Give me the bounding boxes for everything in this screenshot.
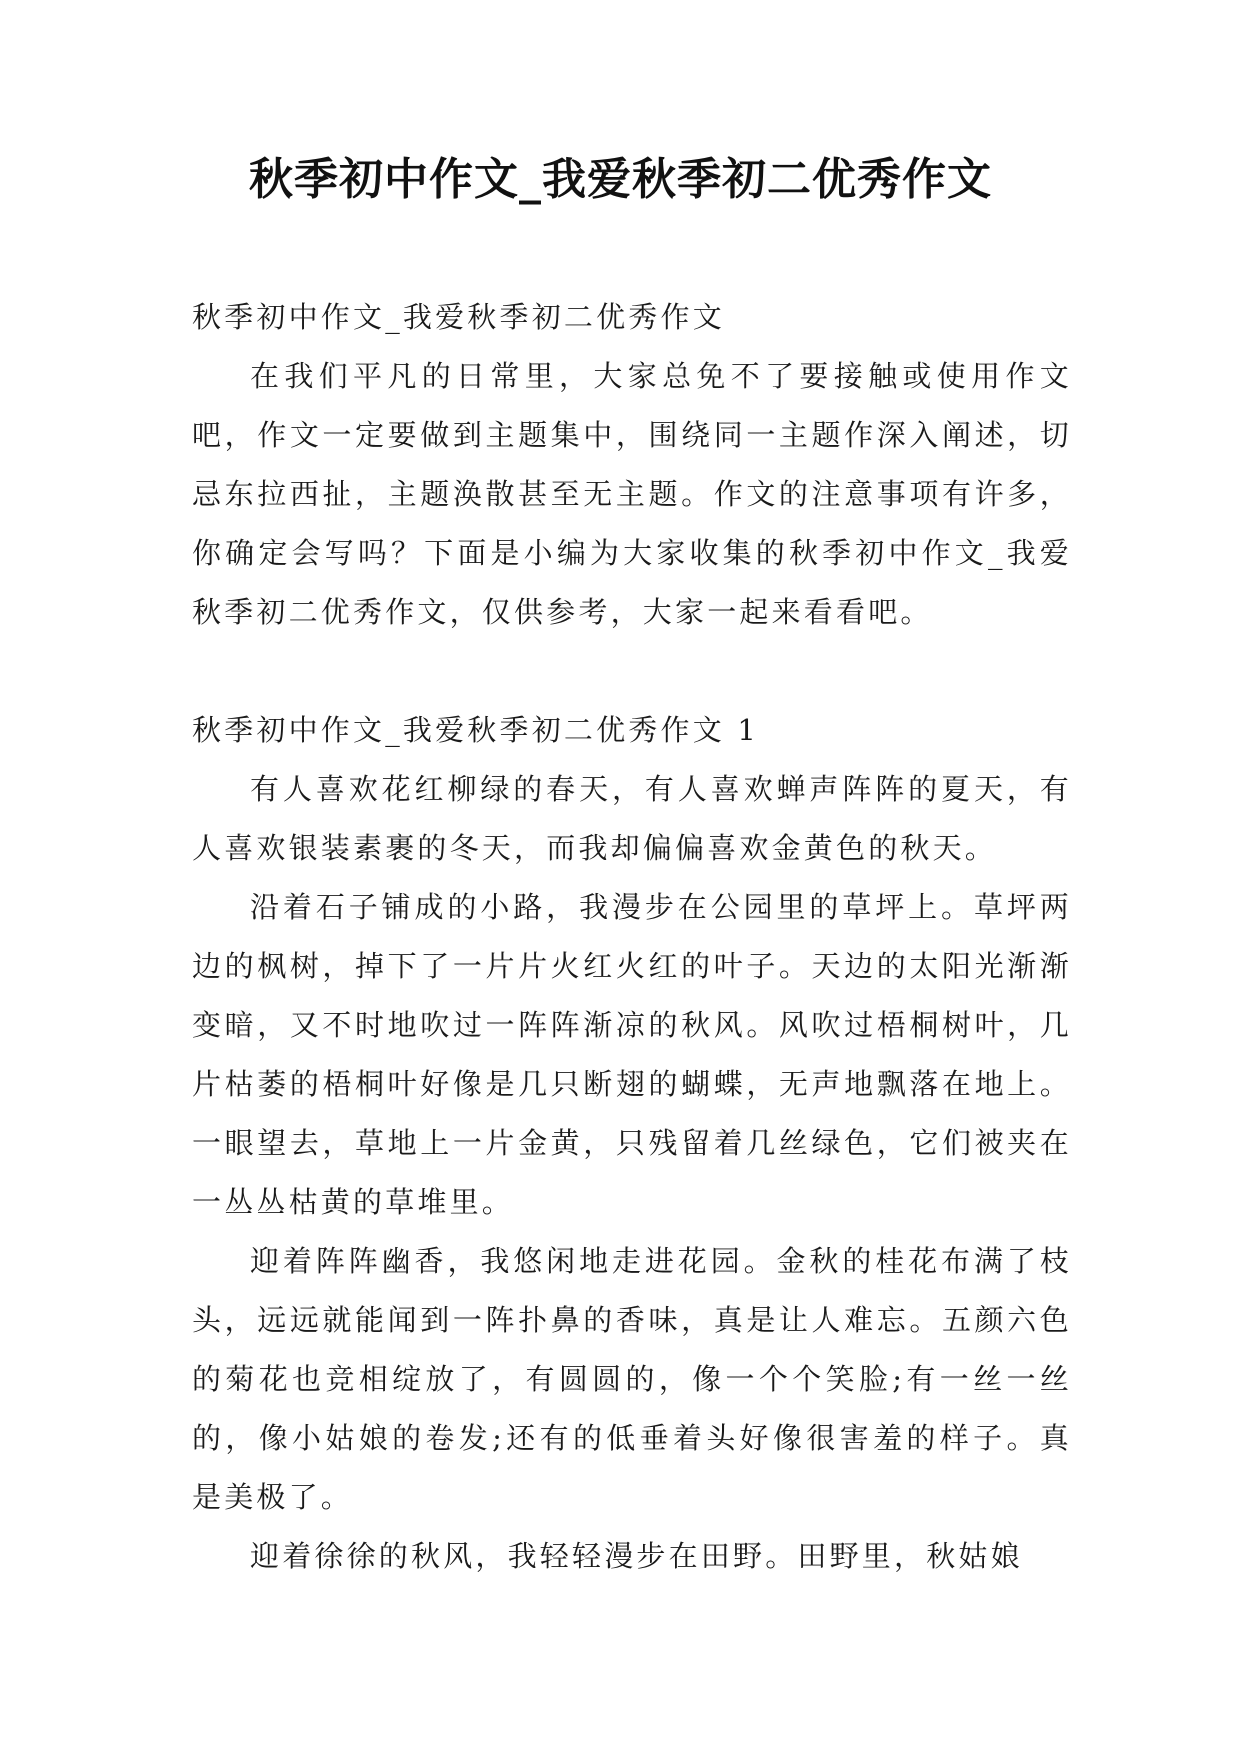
essay-paragraph: 沿着石子铺成的小路，我漫步在公园里的草坪上。草坪两边的枫树，掉下了一片片火红火红的叶子。天边的太阳光渐渐变暗，又不时地吹过一阵阵渐凉的秋风。风吹过梧桐树叶，几片枯萎的梧桐叶好像是几只断翅的蝴蝶，无声地飘落在地上。一眼望去，草地上一片金黄，只残留着几丝绿色，它们被夹在一丛丛枯黄的草堆里。: [192, 890, 1072, 1219]
document-title: 秋季初中作文_我爱秋季初二优秀作文: [249, 154, 992, 205]
intro-heading: 秋季初中作文_我爱秋季初二优秀作文: [192, 300, 725, 334]
essay-paragraph: 迎着阵阵幽香，我悠闲地走进花园。金秋的桂花布满了枝头，远远就能闻到一阵扑鼻的香味，真是让人难忘。五颜六色的菊花也竞相绽放了，有圆圆的，像一个个笑脸;有一丝一丝的，像小姑娘的卷发;还有的低垂着头好像很害羞的样子。真是美极了。: [192, 1244, 1072, 1514]
section-spacer: [192, 642, 1072, 701]
document-body: [192, 288, 1072, 1586]
essay-paragraph: 有人喜欢花红柳绿的春天，有人喜欢蝉声阵阵的夏天，有人喜欢银装素裹的冬天，而我却偏偏喜欢金黄色的秋天。: [192, 772, 1072, 865]
intro-paragraph: 在我们平凡的日常里，大家总免不了要接触或使用作文吧，作文一定要做到主题集中，围绕同一主题作深入阐述，切忌东拉西扯，主题涣散甚至无主题。作文的注意事项有许多，你确定会写吗？下面是小编为大家收集的秋季初中作文_我爱秋季初二优秀作文，仅供参考，大家一起来看看吧。: [192, 359, 1072, 629]
essay-heading: 秋季初中作文_我爱秋季初二优秀作文 1: [192, 713, 759, 747]
essay-paragraph: 迎着徐徐的秋风，我轻轻漫步在田野。田野里，秋姑娘: [250, 1539, 1023, 1573]
